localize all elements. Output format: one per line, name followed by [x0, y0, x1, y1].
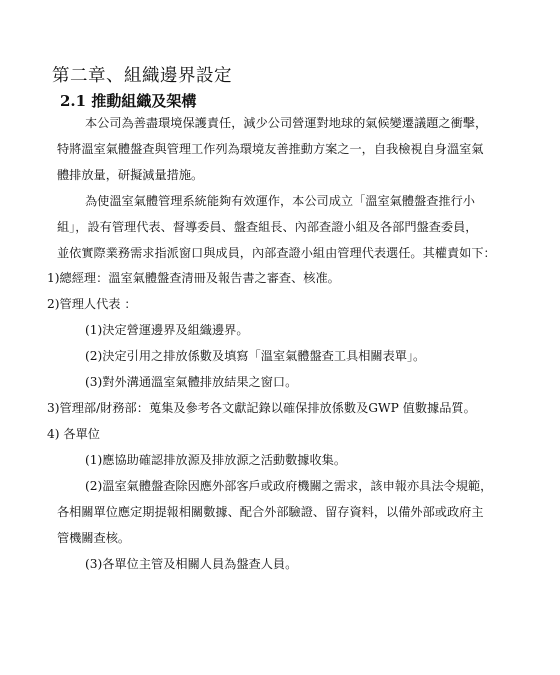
list-item: 1)總經理：溫室氣體盤查清冊及報告書之審查、核准。: [47, 271, 340, 285]
list-item: 2)管理人代表 ：: [47, 297, 137, 311]
list-item: 管機關查核。: [57, 531, 131, 545]
list-item: (2)決定引用之排放係數及填寫「溫室氣體盤查工具相關表單」。: [85, 349, 426, 363]
list-item: (2)溫室氣體盤查除因應外部客戶或政府機關之需求，該申報亦具法令規範，: [85, 479, 493, 493]
paragraph-1-line-1: 本公司為善盡環境保護責任，減少公司營運對地球的氣候變遷議題之衝擊，: [85, 116, 488, 130]
paragraph-1-line-3: 體排放量，研擬減量措施。: [57, 168, 204, 182]
list-item: (1)決定營運邊界及組織邊界。: [85, 323, 249, 337]
list-item: 4) 各單位: [47, 427, 100, 441]
list-item: (3)各單位主管及相關人員為盤查人員。: [85, 557, 298, 571]
list-item: 3)管理部/財務部：蒐集及參考各文獻記錄以確保排放係數及GWP 值數據品質。: [47, 401, 476, 415]
paragraph-1-line-2: 特將溫室氣體盤查與管理工作列為環境友善推動方案之一，自我檢視自身溫室氣: [57, 142, 484, 156]
chapter-title: 第二章、組織邊界設定: [52, 66, 232, 86]
list-item: 各相關單位應定期提報相關數據、配合外部驗證、留存資料，以備外部或政府主: [57, 505, 484, 519]
list-item: (3)對外溝通溫室氣體排放結果之窗口。: [85, 375, 298, 389]
paragraph-2-line-2: 組」，設有管理代表、督導委員、盤查組長、內部查證小組及各部門盤查委員，: [57, 220, 478, 234]
section-title: 2.1 推動組織及架構: [60, 92, 197, 110]
paragraph-2-line-3: 並依實際業務需求指派窗口與成員，內部查證小組由管理代表選任。其權責如下：: [57, 246, 496, 260]
list-item: (1)應協助確認排放源及排放源之活動數據收集。: [85, 453, 347, 467]
paragraph-2-line-1: 為使溫室氣體管理系統能夠有效運作，本公司成立「溫室氣體盤查推行小: [85, 194, 475, 208]
